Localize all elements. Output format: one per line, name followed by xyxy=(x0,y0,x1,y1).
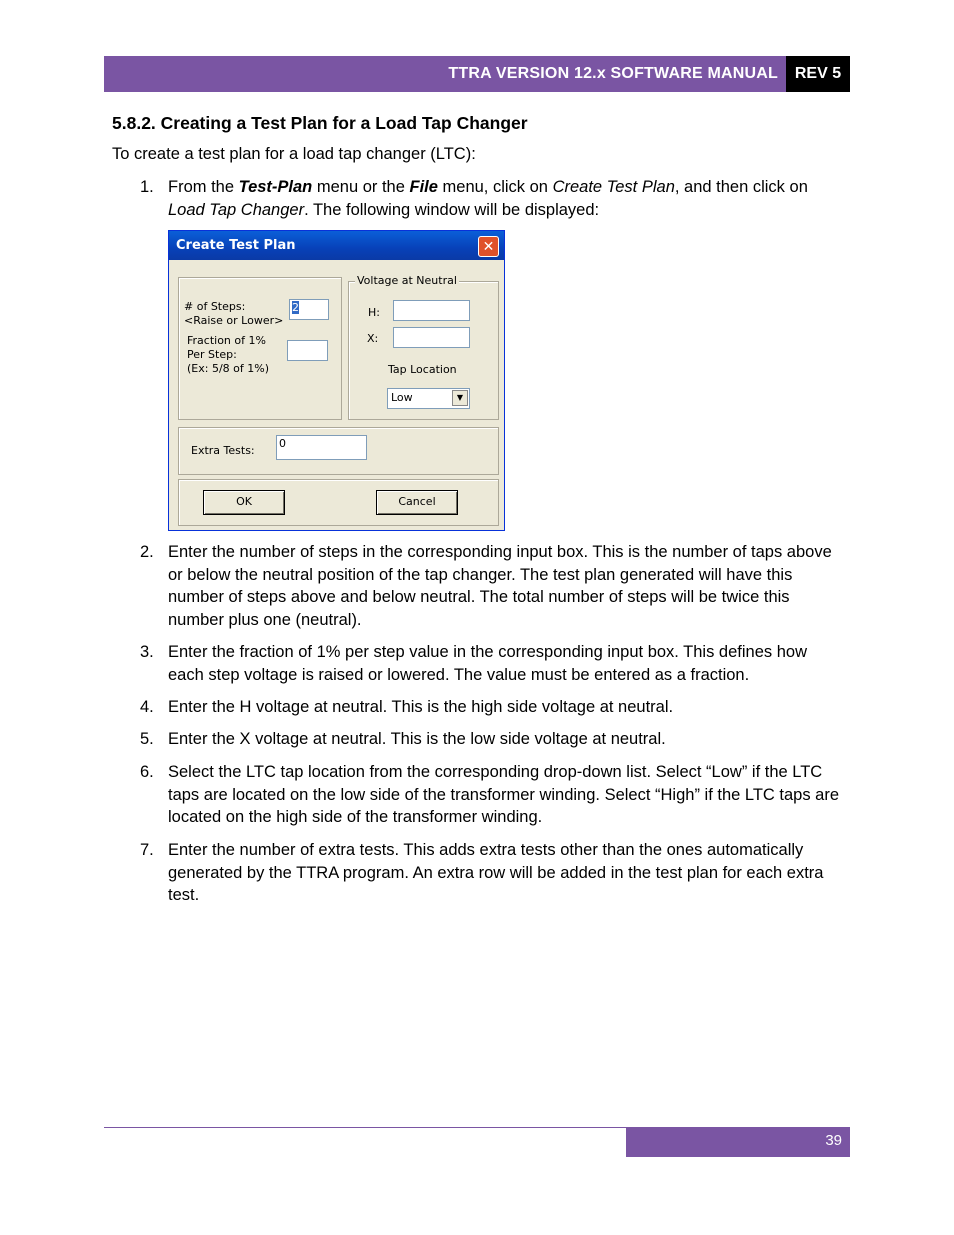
fraction-input[interactable] xyxy=(287,340,328,361)
close-icon[interactable]: ✕ xyxy=(478,236,499,257)
create-test-plan-dialog xyxy=(168,230,505,531)
steps-value: 2 xyxy=(292,301,299,314)
step-number: 1. xyxy=(140,178,154,196)
step-text: Enter the number of steps in the corresponding input box. This is the number of taps above or below the neutral position of the tap changer. The test plan generated will have this number of steps above and below neutral. The total number of steps will be twice this number plus one (neutral). xyxy=(168,543,832,629)
step-number: 7. xyxy=(140,841,154,859)
step-text: Select the LTC tap location from the corresponding drop-down list. Select “Low” if the LTC taps are located on the low side of the transformer winding. Select “High” if the LTC taps are located on the high side of the transformer winding. xyxy=(168,763,840,827)
step-text: Enter the number of extra tests. This adds extra tests other than the ones automatically generated by the TTRA program. An extra row will be added in the test plan for each extra test. xyxy=(168,841,824,905)
section-title: 5.8.2. Creating a Test Plan for a Load Tap Changer xyxy=(112,113,528,133)
tap-location-label: Tap Location xyxy=(388,363,457,376)
menu-name-file: File xyxy=(409,178,438,196)
x-label: X: xyxy=(367,332,379,345)
step-number: 3. xyxy=(140,643,154,661)
menu-name-test-plan: Test-Plan xyxy=(238,178,313,196)
extra-tests-input[interactable]: 0 xyxy=(276,435,367,460)
step-number: 2. xyxy=(140,543,154,561)
voltage-group-label: Voltage at Neutral xyxy=(357,274,457,287)
intro-text: To create a test plan for a load tap changer (LTC): xyxy=(112,145,476,163)
page-header xyxy=(104,56,850,92)
steps-label: # of Steps: <Raise or Lower> xyxy=(184,300,284,327)
footer-band xyxy=(626,1128,850,1157)
manual-title: TTRA VERSION 12.x SOFTWARE MANUAL xyxy=(448,65,778,82)
revision-badge: REV 5 xyxy=(786,56,850,92)
step-number: 6. xyxy=(140,763,154,781)
fraction-label: Fraction of 1% Per Step: (Ex: 5/8 of 1%) xyxy=(187,334,269,375)
step-text: Enter the fraction of 1% per step value in the corresponding input box. This defines how each step voltage is raised or lowered. The value must be entered as a fraction. xyxy=(168,643,807,684)
step-text: From the Test-Plan menu or the File menu, click on Create Test Plan, and then click on Load Tap Changer. The following window will be displayed: xyxy=(168,178,808,219)
cancel-button[interactable]: Cancel xyxy=(376,490,458,515)
extra-tests-panel xyxy=(178,427,499,475)
step-text: Enter the H voltage at neutral. This is the high side voltage at neutral. xyxy=(168,698,674,716)
step-text: Enter the X voltage at neutral. This is the low side voltage at neutral. xyxy=(168,730,666,748)
steps-panel xyxy=(178,277,342,420)
dialog-title-bar[interactable] xyxy=(169,231,504,260)
button-panel xyxy=(178,479,499,526)
h-voltage-input[interactable] xyxy=(393,300,470,321)
x-voltage-input[interactable] xyxy=(393,327,470,348)
dialog-title: Create Test Plan xyxy=(176,238,296,253)
chevron-down-icon[interactable]: ▼ xyxy=(452,390,468,406)
step-number: 5. xyxy=(140,730,154,748)
voltage-at-neutral-group xyxy=(348,274,499,420)
page-number: 39 xyxy=(825,1132,842,1149)
dialog-body xyxy=(172,260,501,527)
ok-button[interactable]: OK xyxy=(203,490,285,515)
step-number: 4. xyxy=(140,698,154,716)
tap-location-dropdown[interactable] xyxy=(387,388,470,409)
tap-location-value: Low xyxy=(391,391,413,404)
extra-tests-label: Extra Tests: xyxy=(191,444,255,457)
steps-input[interactable] xyxy=(289,299,329,320)
header-band xyxy=(104,56,786,92)
h-label: H: xyxy=(368,306,380,319)
